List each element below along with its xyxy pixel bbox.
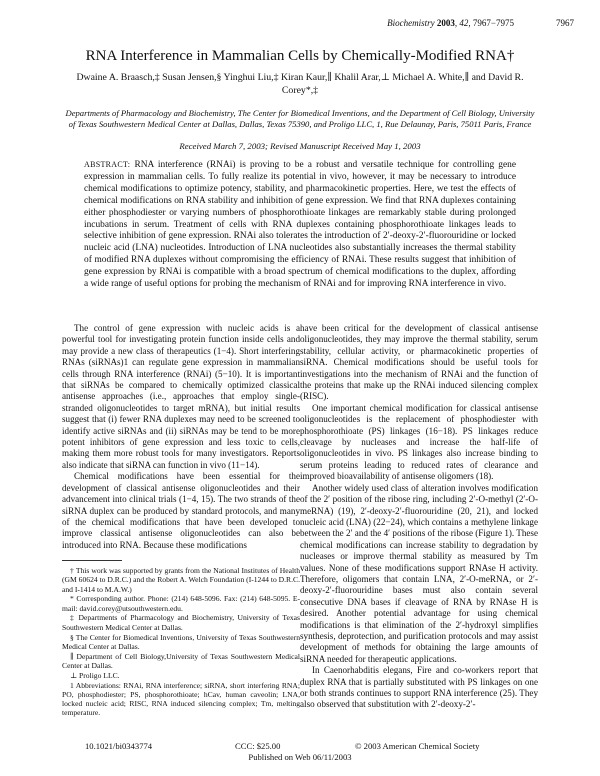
- footnote: * Corresponding author. Phone: (214) 648-5096. Fax: (214) 648-5095. E-mail: david.corey@utsouthwestern.edu.: [62, 594, 300, 613]
- abstract-text: RNA interference (RNAi) is proving to be a robust and versatile technique for controlling gene expression in mammalian cells. To fully realize its potential in vivo, however, it may be necessary to introduce chemical modifications to optimize potency, stability, and pharmacokinetic properties. Here, we test the effects of chemical modifications on RNA stability and inhibition of gene expression. We find that RNA duplexes containing either phosphodiester or varying numbers of phosphorothioate linkages are remarkably stable during prolonged incubations in serum. Treatment of cells with RNA duplexes containing phosphorothioate linkages leads to selective inhibition of gene expression. RNAi also tolerates the introduction of 2′-deoxy-2′-fluorouridine or locked nucleic acid (LNA) nucleotides. Introduction of LNA nucleotides also substantially increases the thermal stability of modified RNA duplexes without compromising the efficiency of RNAi. These results suggest that inhibition of gene expression by RNAi is compatible with a broad spectrum of chemical modifications to the duplex, affording a wide range of useful options for probing the mechanism of RNAi and for improving RNA interference in vivo.: [84, 160, 516, 290]
- journal-citation: Biochemistry 2003, 42, 7967−7975: [387, 18, 514, 28]
- paragraph: In Caenorhabditis elegans, Fire and co-workers report that duplex RNA that is partially substituted with PS linkages on one or both strands continues to support RNA interference (25). They also observed that substitution with 2′-deoxy-2′-: [300, 665, 538, 710]
- price: CCC: $25.00: [235, 741, 281, 751]
- received-dates: Received March 7, 2003; Revised Manuscript Received May 1, 2003: [179, 141, 421, 151]
- footnote: § The Center for Biomedical Inventions, University of Texas Southwestern Medical Center at Dallas.: [62, 632, 300, 651]
- body-column-left: [62, 323, 300, 551]
- abstract: [84, 159, 516, 291]
- footnote-divider: [62, 560, 122, 561]
- author-list: Dwaine A. Braasch,‡ Susan Jensen,§ Yinghui Liu,‡ Kiran Kaur,∥ Khalil Arar,⊥ Michael A. White,∥ and David R. Corey*,‡: [76, 72, 524, 96]
- footnote: ⊥ Proligo LLC.: [70, 670, 120, 680]
- paragraph: Another widely used class of alteration involves modification of the 2′ position of the ribose ring, including 2′-O-methyl (2′-O-meRNA) (19), 2′-deoxy-2′-fluorouridine (20, 21), and locked nucleic acid (LNA) (22−24), which contains a methylene linkage between the 2′ and the 4′ positions of the ribose (Figure 1). These chemical modifications can increase stability to degradation by nucleases or improve thermal stability as measured by Tm values. None of these modifications support RNAse H activity. Therefore, oligomers that contain LNA, 2′-O-meRNA, or 2′-deoxy-2′-fluorouridine bases must also contain several consecutive DNA bases if cleavage of RNA by RNAse H is desired. Another potential advantage for using chemical modifications is that elimination of the 2′-hydroxyl simplifies synthesis, deprotection, and purification protocols and may assist development of methods for obtaining the large amounts of siRNA needed for therapeutic applications.: [300, 482, 538, 664]
- paragraph: One important chemical modification for classical antisense oligonucleotides is the replacement of phosphodiester with phosphorothioate (PS) linkages (16−18). PS linkages reduce cleavage by nucleases and increase the half-life of oligonucleotides in vivo. PS linkages also increase binding to serum proteins leading to reduced rates of clearance and improved bioavailability of antisense oligomers (18).: [300, 402, 538, 482]
- footnote: ‡ Departments of Pharmacology and Biochemistry, University of Texas Southwestern Medical Center at Dallas.: [62, 613, 300, 632]
- paragraph: The control of gene expression with nucleic acids is a powerful tool for investigating protein function inside cells and may provide a new class of therapeutics (1−4). Short interfering RNAs (siRNAs)1 can regulate gene expression in mammalian cells through RNA interference (RNAi) (5−10). It is important that siRNAs be compared to chemically optimized classical antisense approaches (i.e., approaches that employ single-stranded oligonucleotides to target mRNA), but initial results suggest that (i) fewer RNA duplexes may need to be screened to identify active siRNAs and (ii) siRNAs may be tend to be more potent inhibitors of gene expression and less toxic to cells, making them more robust tools for many investigators. Reports also indicate that siRNA can function in vivo (11−14).: [62, 323, 300, 470]
- page-number: 7967: [556, 18, 574, 28]
- published-date: Published on Web 06/11/2003: [248, 751, 352, 762]
- doi: 10.1021/bi0343774: [85, 741, 153, 751]
- footnotes: [62, 566, 300, 718]
- paragraph: Chemical modifications have been essential for the development of classical antisense oligonucleotides and their advancement into clinical trials (1−4, 15). The two strands of the siRNA duplex can be produced by standard protocols, and many of the chemical modifications that have been developed to improve classical antisense oligonucleotides can also be introduced into RNA. Because these modifications: [62, 471, 300, 550]
- footnote: † This work was supported by grants from the National Institutes of Health (GM 60624 to D.R.C.) and the Robert A. Welch Foundation (I-1244 to D.R.C. and I-1414 to M.A.W.): [62, 566, 300, 594]
- footnote: ∥ Department of Cell Biology,University of Texas Southwestern Medical Center at Dallas.: [62, 651, 300, 670]
- footnote: 1 Abbreviations: RNAi, RNA interference; siRNA, short interfering RNA; PO, phosphodiester; PS, phosphorothioate; hCav, human caveolin; LNA, locked nucleic acid; RISC, RNA induced silencing complex; Tm, melting temperature.: [62, 680, 300, 718]
- page-footer: [60, 741, 540, 762]
- abstract-label: ABSTRACT:: [84, 160, 131, 169]
- paper-title: RNA Interference in Mammalian Cells by Chemically-Modified RNA†: [85, 48, 515, 64]
- running-head: [60, 18, 574, 32]
- body-column-right: [300, 323, 538, 711]
- paragraph: have been critical for the development of classical antisense oligonucleotides, they may improve the thermal stability, serum stability, cellular activity, or pharmacokinetic properties of siRNA. Chemical modifications should be useful tools for investigations into the mechanism of RNAi and the function of the proteins that make up the RNAi induced silencing complex (RISC).: [300, 323, 538, 402]
- copyright: © 2003 American Chemical Society: [355, 741, 480, 751]
- affiliations: Departments of Pharmacology and Biochemistry, The Center for Biomedical Inventions, and the Department of Cell Biology, University of Texas Southwestern Medical Center at Dallas, Dallas, Texas 75390, and Proligo LLC, 1, Rue Delaunay, Paris, 75011 Paris, France: [65, 108, 535, 129]
